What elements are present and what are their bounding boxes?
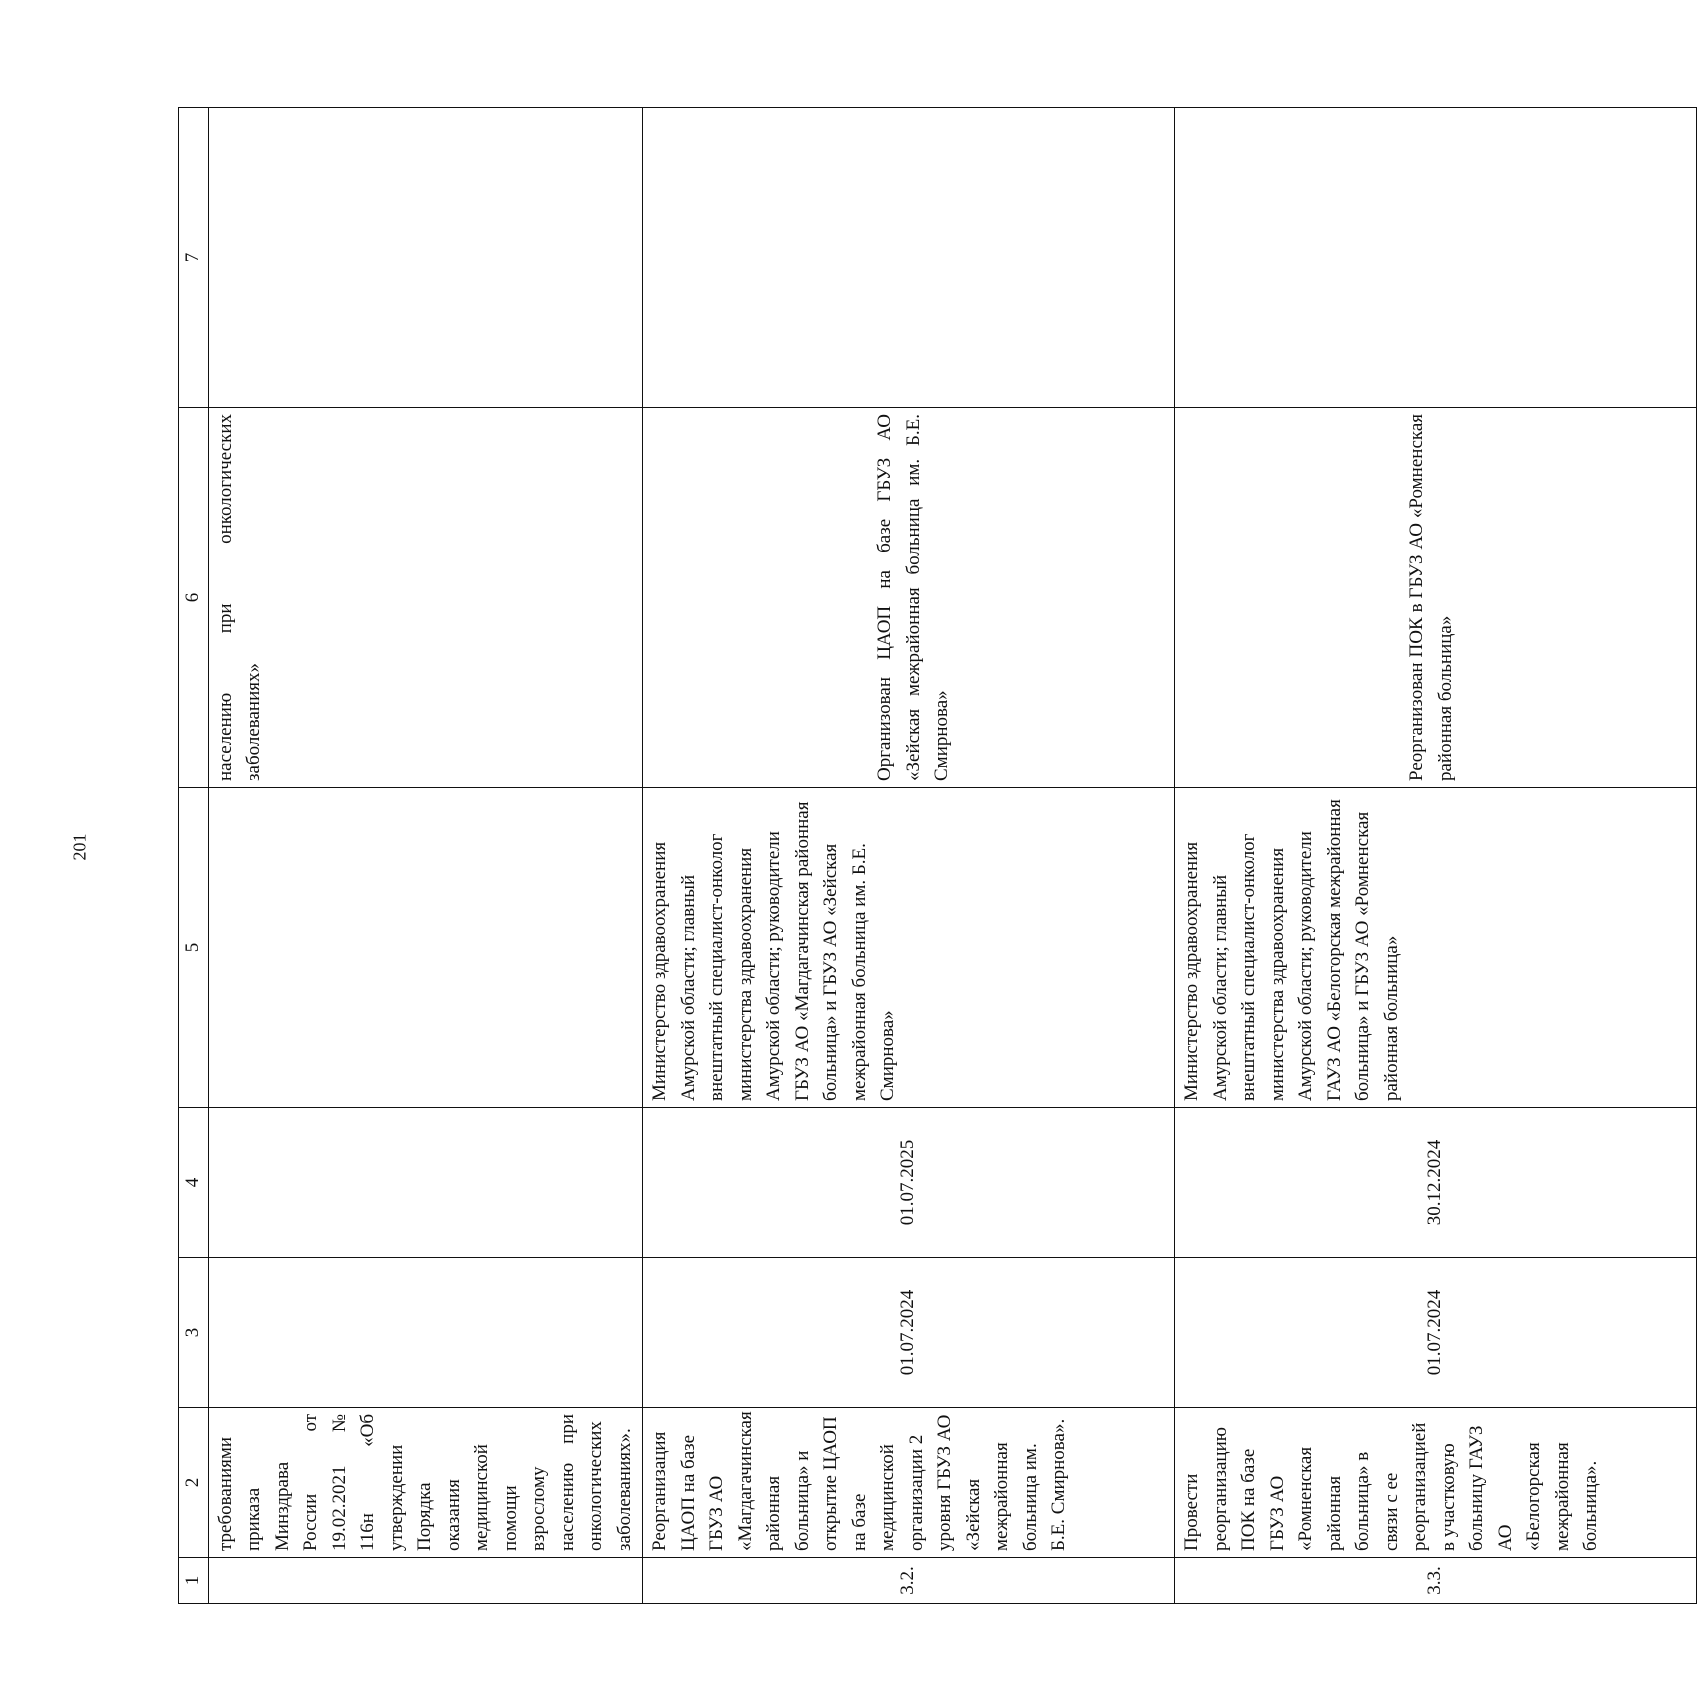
- row-number: 3.2.: [643, 1558, 1175, 1604]
- col-header-3: 3: [179, 1258, 209, 1408]
- end-date-cell: 30.12.2024: [1175, 1108, 1697, 1258]
- header-row: [179, 108, 209, 1604]
- table-row: [208, 108, 643, 1604]
- end-date-cell: [208, 1108, 643, 1258]
- result-cell: Организован ЦАОП на базе ГБУЗ АО «Зейская межрайонная больница им. Б.Е. Смирнова»: [643, 408, 1175, 788]
- col-header-5: 5: [179, 788, 209, 1108]
- table-container: [178, 109, 1601, 1604]
- col-header-7: 7: [179, 108, 209, 408]
- col-header-4: 4: [179, 1108, 209, 1258]
- page-number: 201: [69, 833, 90, 861]
- note-cell: [643, 108, 1175, 408]
- responsible-cell: Министерство здравоохранения Амурской области; главный внештатный специалист-онколог министерства здравоохранения Амурской области; руководители ГАУЗ АО «Белогорская межрайонная больница» и ГБУЗ АО «Ромненская районная больница»: [1175, 788, 1697, 1108]
- col-header-6: 6: [179, 408, 209, 788]
- result-cell: населению при онкологических заболеваниях»: [208, 408, 643, 788]
- responsible-cell: Министерство здравоохранения Амурской области; главный внештатный специалист-онколог министерства здравоохранения Амурской области; руководители ГБУЗ АО «Магдагачинская районная больница» и ГБУЗ АО «Зейская межрайонная больница им. Б.Е. Смирнова»: [643, 788, 1175, 1108]
- result-cell: Реорганизован ПОК в ГБУЗ АО «Ромненская районная больница»: [1175, 408, 1697, 788]
- col-header-1: 1: [179, 1558, 209, 1604]
- measure-cell: требованиями приказа Минздрава России от 19.02.2021 № 116н «Об утверждении Порядка оказания медицинской помощи взрослому населению при онкологических заболеваниях».: [208, 1408, 643, 1558]
- row-number: [208, 1558, 643, 1604]
- measure-cell: Провести реорганизацию ПОК на базе ГБУЗ АО «Ромненская районная больница» в связи с ее реорганизацией в участковую больницу ГАУЗ АО «Белогорская межрайонная больница».: [1175, 1408, 1697, 1558]
- measures-table: [178, 107, 1697, 1604]
- start-date-cell: 01.07.2024: [1175, 1258, 1697, 1408]
- table-row: [643, 108, 1175, 1604]
- note-cell: [1175, 108, 1697, 408]
- col-header-2: 2: [179, 1408, 209, 1558]
- table-row: [1175, 108, 1697, 1604]
- start-date-cell: 01.07.2024: [643, 1258, 1175, 1408]
- row-number: 3.3.: [1175, 1558, 1697, 1604]
- measure-cell: Реорганизация ЦАОП на базе ГБУЗ АО «Магдагачинская районная больница» и открытие ЦАОП на базе медицинской организации 2 уровня ГБУЗ АО «Зейская межрайонная больница им. Б.Е. Смирнова».: [643, 1408, 1175, 1558]
- start-date-cell: [208, 1258, 643, 1408]
- end-date-cell: 01.07.2025: [643, 1108, 1175, 1258]
- responsible-cell: [208, 788, 643, 1108]
- note-cell: [208, 108, 643, 408]
